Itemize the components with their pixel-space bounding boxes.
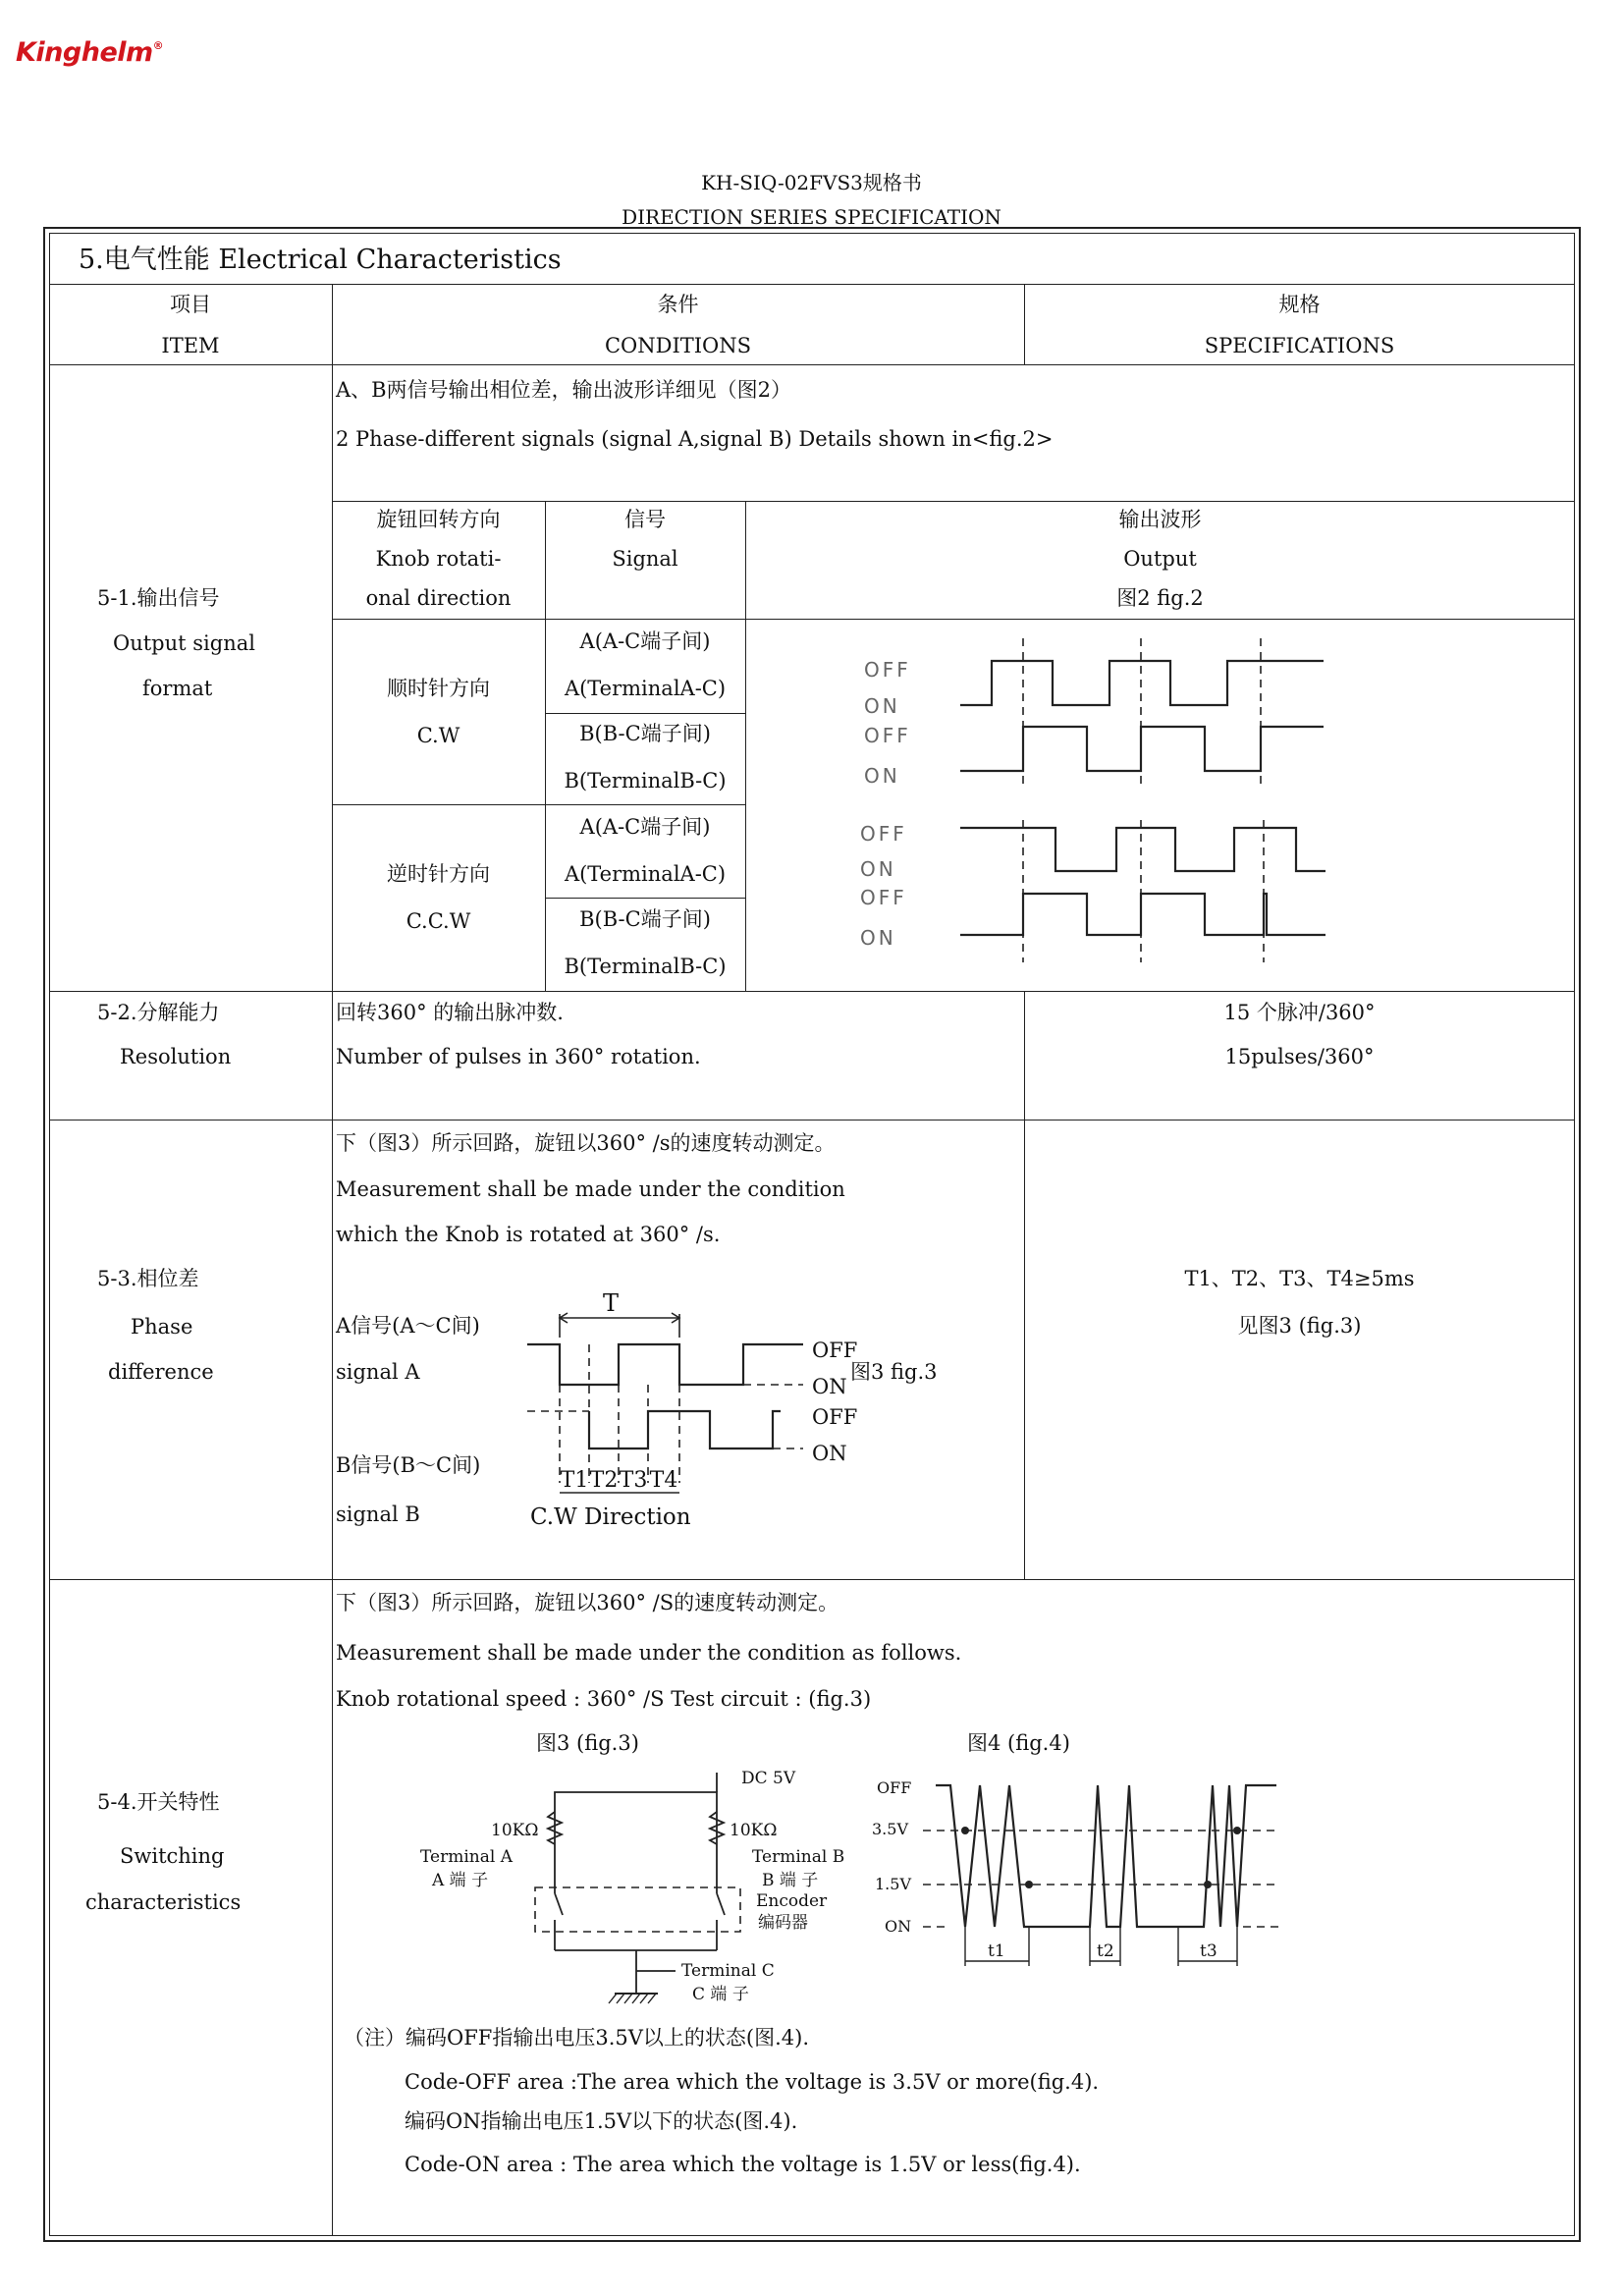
r1-item-line2: Output signal	[113, 631, 255, 655]
r3-cond-line2: Measurement shall be made under the condition	[336, 1177, 845, 1201]
note-on-cn: 编码ON指输出电压1.5V以下的状态(图.4).	[405, 2109, 798, 2133]
r3-item-line1: 5-3.相位差	[97, 1267, 199, 1290]
term-b-cn: B 端 子	[762, 1871, 819, 1890]
note-on-en: Code-ON area : The area which the voltage is 1.5V or less(fig.4).	[405, 2153, 1081, 2176]
col-cond-en: CONDITIONS	[604, 334, 752, 357]
cw-b-on-label: ON	[864, 764, 900, 788]
r4-cond-line2: Measurement shall be made under the condition as follows.	[336, 1641, 962, 1665]
r3-sig-b-cn: B信号(B～C间)	[336, 1453, 481, 1477]
r4-cond-line1: 下（图3）所示回路，旋钮以360° /S的速度转动测定。	[336, 1591, 839, 1614]
r3-sig-b-en: signal B	[336, 1503, 420, 1526]
col-item-cn: 项目	[170, 293, 211, 316]
r1-dir-header-3: onal direction	[365, 586, 512, 610]
registered-mark: ®	[152, 39, 164, 52]
level-35-label: 3.5V	[872, 1820, 908, 1838]
period-label: T	[602, 1289, 620, 1317]
r1-cw-en: C.W	[416, 724, 460, 747]
t2-span-label: t2	[1097, 1941, 1114, 1961]
r1-cw-cn: 顺时针方向	[387, 677, 490, 700]
term-c-en: Terminal C	[681, 1961, 775, 1981]
t2-label: T2	[589, 1468, 619, 1493]
r1-ccw-sig-a-cn: A(A-C端子间)	[579, 815, 711, 839]
r4-cond-line3: Knob rotational speed : 360° /S Test circuit : (fig.3)	[336, 1687, 872, 1711]
r1-cond-en: 2 Phase-different signals (signal A,signal B) Details shown in<fig.2>	[336, 427, 1054, 451]
r3-sig-a-en: signal A	[336, 1360, 420, 1384]
t3-span-label: t3	[1200, 1941, 1217, 1961]
r1-signal-header-1: 信号	[624, 508, 666, 531]
r1-output-header-3: 图2 fig.2	[1116, 586, 1204, 610]
r1-cw-sig-b-cn: B(B-C端子间)	[579, 722, 711, 745]
t1-span-label: t1	[988, 1941, 1005, 1961]
fig3-phase-label: 图3 fig.3	[850, 1360, 938, 1384]
phase-a-off-label: OFF	[812, 1339, 858, 1362]
encoder-en: Encoder	[756, 1891, 828, 1911]
r4-item-line3: characteristics	[85, 1890, 242, 1914]
fig4-caption: 图4 (fig.4)	[967, 1731, 1070, 1755]
r-right-label: 10KΩ	[730, 1821, 778, 1840]
r1-output-header-2: Output	[1123, 547, 1197, 571]
r4-item-line1: 5-4.开关特性	[97, 1790, 220, 1814]
cw-b-off-label: OFF	[864, 724, 911, 747]
r4-item-line2: Switching	[120, 1844, 225, 1868]
r2-item-line1: 5-2.分解能力	[97, 1001, 220, 1024]
r1-cw-sig-a-cn: A(A-C端子间)	[579, 629, 711, 653]
r2-cond-en: Number of pulses in 360° rotation.	[336, 1045, 701, 1068]
cw-a-on-label: ON	[864, 694, 900, 718]
r-left-label: 10KΩ	[491, 1821, 539, 1840]
document-title-en: DIRECTION SERIES SPECIFICATION	[622, 205, 1001, 229]
section-title: 5.电气性能 Electrical Characteristics	[79, 245, 562, 275]
crossing-point-4	[1233, 1827, 1241, 1834]
r1-ccw-sig-b-cn: B(B-C端子间)	[579, 907, 711, 931]
cw-a-off-label: OFF	[864, 658, 911, 682]
crossing-point-1	[961, 1827, 969, 1834]
t4-label: T4	[649, 1468, 678, 1493]
crossing-point-2	[1025, 1881, 1033, 1888]
col-spec-en: SPECIFICATIONS	[1204, 334, 1395, 357]
r2-cond-cn: 回转360° 的输出脉冲数.	[336, 1001, 564, 1024]
r1-ccw-sig-b-en: B(TerminalB-C)	[564, 955, 727, 978]
col-cond-cn: 条件	[657, 293, 699, 316]
col-item-en: ITEM	[161, 334, 220, 357]
term-c-cn: C 端 子	[692, 1985, 749, 2004]
r1-ccw-cn: 逆时针方向	[387, 862, 490, 886]
r3-cond-line3: which the Knob is rotated at 360° /s.	[336, 1223, 721, 1246]
crossing-point-3	[1204, 1881, 1212, 1888]
term-a-en: Terminal A	[420, 1847, 513, 1867]
r3-item-line2: Phase	[131, 1315, 193, 1339]
r3-item-line3: difference	[108, 1360, 214, 1384]
t3-label: T3	[619, 1468, 648, 1493]
phase-a-on-label: ON	[812, 1375, 847, 1398]
r2-item-line2: Resolution	[120, 1045, 232, 1068]
phase-b-on-label: ON	[812, 1442, 847, 1465]
r3-sig-a-cn: A信号(A～C间)	[336, 1314, 480, 1338]
ccw-a-on-label: ON	[860, 857, 896, 881]
supply-label: DC 5V	[741, 1769, 796, 1788]
logo-text: Kinghelm	[16, 37, 153, 68]
r1-dir-header-2: Knob rotati-	[375, 547, 502, 571]
r1-cw-sig-b-en: B(TerminalB-C)	[564, 769, 727, 793]
switching-waveform	[936, 1785, 1276, 1927]
r2-spec-en: 15pulses/360°	[1224, 1045, 1375, 1068]
r1-ccw-sig-a-en: A(TerminalA-C)	[564, 862, 727, 886]
direction-label: C.W Direction	[530, 1504, 691, 1530]
r1-ccw-en: C.C.W	[406, 909, 471, 933]
r3-spec-line2: 见图3 (fig.3)	[1237, 1314, 1362, 1338]
note-off-en: Code-OFF area :The area which the voltage is 3.5V or more(fig.4).	[405, 2070, 1100, 2094]
level-on-label: ON	[885, 1917, 912, 1936]
r1-item-line1: 5-1.输出信号	[97, 586, 220, 610]
ccw-b-on-label: ON	[860, 926, 896, 950]
r1-signal-header-2: Signal	[612, 547, 678, 571]
r1-output-header-1: 输出波形	[1118, 508, 1202, 531]
encoder-cn: 编码器	[758, 1913, 808, 1933]
note-off-cn: （注）编码OFF指输出电压3.5V以上的状态(图.4).	[344, 2026, 810, 2050]
col-spec-cn: 规格	[1278, 293, 1321, 316]
ccw-b-off-label: OFF	[860, 886, 907, 909]
r1-cond-cn: A、B两信号输出相位差，输出波形详细见（图2）	[336, 378, 791, 402]
term-b-en: Terminal B	[752, 1847, 845, 1867]
r3-spec-line1: T1、T2、T3、T4≥5ms	[1184, 1267, 1415, 1290]
level-15-label: 1.5V	[875, 1875, 911, 1893]
ccw-a-off-label: OFF	[860, 822, 907, 846]
term-a-cn: A 端 子	[432, 1871, 489, 1890]
phase-b-off-label: OFF	[812, 1405, 858, 1429]
r3-cond-line1: 下（图3）所示回路，旋钮以360° /s的速度转动测定。	[336, 1131, 836, 1155]
r1-cw-sig-a-en: A(TerminalA-C)	[564, 677, 727, 700]
r1-item-line3: format	[142, 677, 213, 700]
document-title-cn: KH-SIQ-02FVS3规格书	[701, 171, 922, 194]
r2-spec-cn: 15 个脉冲/360°	[1223, 1001, 1376, 1024]
t1-label: T1	[560, 1468, 589, 1493]
r1-dir-header-1: 旋钮回转方向	[376, 508, 501, 531]
fig3-caption: 图3 (fig.3)	[536, 1731, 639, 1755]
level-off-label: OFF	[877, 1778, 912, 1797]
